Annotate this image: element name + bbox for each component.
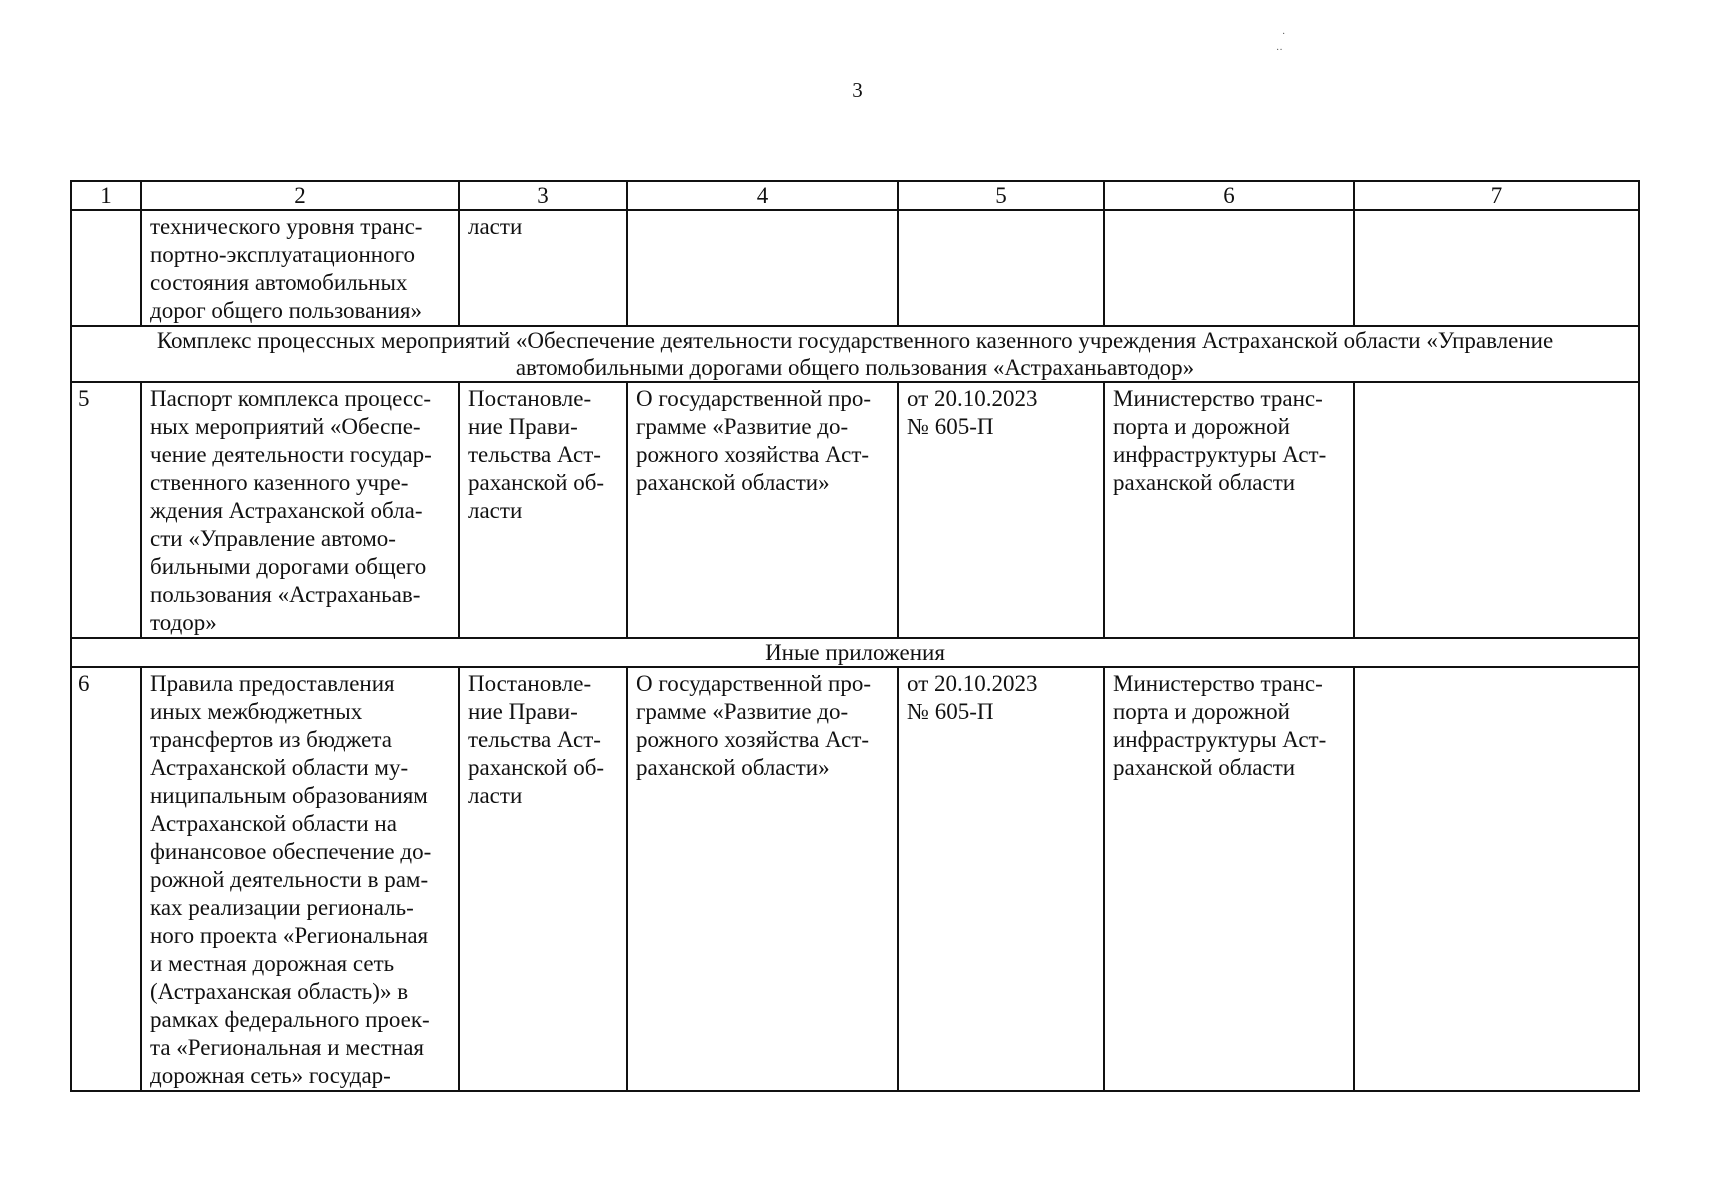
cell-num: 6 (71, 667, 141, 1091)
cell-date (898, 210, 1104, 326)
column-header: 2 (141, 181, 459, 210)
cell-responsible (1104, 210, 1354, 326)
cell-title (627, 210, 898, 326)
cell-num (71, 210, 141, 326)
document-table (70, 180, 1640, 1092)
column-header: 3 (459, 181, 627, 210)
cell-title: О государственной про- грамме «Развитие до- рожного хозяйства Аст- раханской области» (627, 667, 898, 1091)
table-header-row (71, 181, 1639, 210)
section-heading: Комплекс процессных мероприятий «Обеспечение деятельности государственного казенного учреждения Астраханской области «Управление автомобильными дорогами общего пользования «Астраханьавтодор» (71, 326, 1639, 382)
section-heading: Иные приложения (71, 638, 1639, 667)
column-header: 6 (1104, 181, 1354, 210)
cell-name: технического уровня транс- портно-эксплуатационного состояния автомобильных дорог общего пользования» (141, 210, 459, 326)
column-header: 5 (898, 181, 1104, 210)
section-row-process-complex (71, 326, 1639, 382)
section-row-other-appendices (71, 638, 1639, 667)
table-row-6 (71, 667, 1639, 1091)
cell-doc-type: Постановле- ние Прави- тельства Аст- раханской об- ласти (459, 667, 627, 1091)
cell-title: О государственной про- грамме «Развитие до- рожного хозяйства Аст- раханской области» (627, 382, 898, 638)
page-number: 3 (852, 78, 863, 102)
cell-note (1354, 382, 1639, 638)
column-header: 4 (627, 181, 898, 210)
column-header: 7 (1354, 181, 1639, 210)
cell-doc-type: Постановле- ние Прави- тельства Аст- раханской об- ласти (459, 382, 627, 638)
cell-num: 5 (71, 382, 141, 638)
table-row-continuation (71, 210, 1639, 326)
table-row-5 (71, 382, 1639, 638)
cell-note (1354, 210, 1639, 326)
cell-date: от 20.10.2023 № 605-П (898, 382, 1104, 638)
column-header: 1 (71, 181, 141, 210)
cell-name: Правила предоставления иных межбюджетных трансфертов из бюджета Астраханской области му- ниципальным образованиям Астраханской области на финансовое обеспечение до- рожной деятельности в рам- ках реализации региональ- ного проекта «Региональная и местная дорожная сеть (Астраханская область)» в рамках федерального проек- та «Региональная и местная дорожная сеть» государ- (141, 667, 459, 1091)
cell-note (1354, 667, 1639, 1091)
cell-responsible: Министерство транс- порта и дорожной инфраструктуры Аст- раханской области (1104, 667, 1354, 1091)
cell-name: Паспорт комплекса процесс- ных мероприятий «Обеспе- чение деятельности государ- ственного казенного учре- ждения Астраханской обла- сти «Управление автомо- бильными дорогами общего пользования «Астраханьав- тодор» (141, 382, 459, 638)
cell-doc-type: ласти (459, 210, 627, 326)
cell-responsible: Министерство транс- порта и дорожной инфраструктуры Аст- раханской области (1104, 382, 1354, 638)
cell-date: от 20.10.2023 № 605-П (898, 667, 1104, 1091)
scan-speck: · (1282, 29, 1286, 40)
scan-speck: ·· (1276, 45, 1283, 56)
